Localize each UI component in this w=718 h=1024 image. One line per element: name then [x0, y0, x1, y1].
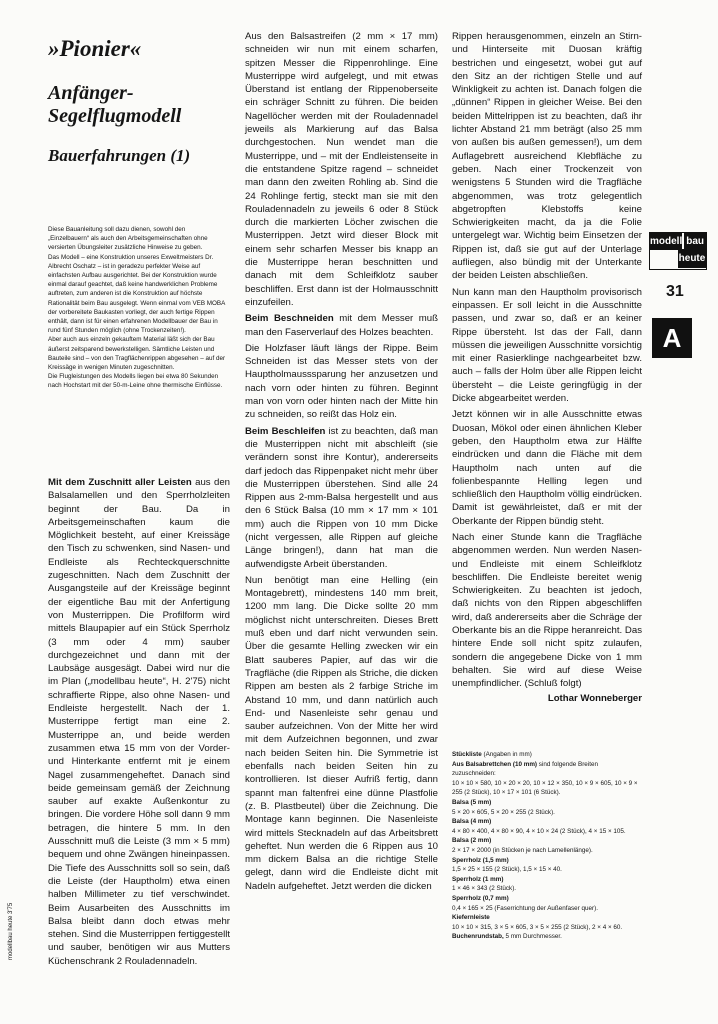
- lead-in: Mit dem Zuschnitt aller Leisten: [48, 477, 192, 488]
- text-column-3: [452, 30, 642, 705]
- parts-category: Sperrholz (1,5 mm): [452, 856, 509, 864]
- parts-list-title: Stückliste: [452, 751, 482, 758]
- text-column-1: [48, 476, 230, 968]
- intro-paragraph: Die Flugleistungen des Modells liegen bei etwa 80 Sekunden nach Hochstart mit der 50-m-Leine ohne thermische Einflüsse.: [48, 373, 223, 390]
- body-paragraph: [245, 425, 438, 571]
- body-paragraph: Nun kann man den Hauptholm provisorisch einpassen. Er soll leicht in die Ausschnitte passen, und zwar so, daß er an keiner Rippe übersteht. Ist das der Fall, dann müssen die jeweiligen Ausschnitte vorsichtig mit einer Rasierklinge nachgearbeitet bzw. auch – falls der Holm über alle Rippen leicht übersteht – die Leiste geringfügig in der Dicke abgearbeitet werden.: [452, 286, 642, 405]
- lead-in: Beim Beschneiden: [245, 313, 334, 325]
- body-paragraph: Nach einer Stunde kann die Tragfläche abgenommen werden. Nun werden Nasen- und Endleiste mit einem Schleifklotz beschliffen. Die Endleiste bereitet wenig Schwierigkeiten. Zu beachten ist jedoch, daß nichts von den Rippen abgeschliffen wird, daß andererseits aber die Schräge der Oberkante bis an die Rippe heranreicht. Das hintere Ende soll nicht spitz zulaufen, sondern die angegebene Dicke von 1 mm behalten. Sie wird auf diese Weise unempfindlicher. (Schluß folgt): [452, 531, 642, 690]
- body-paragraph: Nun benötigt man eine Helling (ein Montagebrett), mindestens 140 mm breit, 1200 mm lang. Die Dicke sollte 20 mm möglichst nicht unterschreiten. Dieses Brett muß eben und darf nicht verwunden sein. Über die gesamte Helling zwecken wir ein Blatt sauberes Papier, auf das wir die Tragfläche (die Rippen als Striche, die dicken Rippen am besten als 2 farbige Striche im Abstand 10 mm, und dann natürlich auch End- und Nasenleiste sehr genau und sauber aufzeichnen. Von der Mitte her wird mit dem Aufzeichnen begonnen, und zwar nach beiden Seiten hin. Die Symmetrie ist ebenfalls nach beiden Seiten hin zu kontrollieren. Ist dieser Aufriß fertig, dann spannt man faltenfrei eine dünne Plastfolie (z. B. Plastbeutel) über die Zeichnung. Die Montage kann beginnen. Die Nasenleiste wird mittels Stecknadeln auf das Arbeitsbrett geheftet. Nun werden die 6 Rippen aus 10 mm dickem Balsa an die richtige Stelle gelegt, dann wird die Endleiste dicht mit Nadeln aufgeheftet. Jetzt werden die dicken: [245, 574, 438, 892]
- parts-entry: 5 × 20 × 605, 5 × 20 × 255 (2 Stück).: [452, 808, 555, 816]
- parts-text: 5 mm Durchmesser.: [503, 933, 562, 941]
- parts-category: Sperrholz (1 mm): [452, 875, 504, 883]
- parts-category: Balsa (4 mm): [452, 818, 492, 826]
- paragraph-text: aus den Balsalamellen und den Sperrholzleiten beginnt der Bau. Da in Arbeitsgemeinschaften kaum die Möglichkeit besteht, auf einer Kreissäge den Tisch zu schwenken, sind Nasen- und Endleiste als Rechteckquerschnitte zugeschnitten. Nach dem Zuschnitt der Ausgangsteile auf der Kreissäge beginnt der eigentliche Bau mit der Anfertigung von Musterrippen. Die Profilform wird mittels Blaupapier auf ein Stück Sperrholz (3 mm oder 4 mm) sauber durchgezeichnet und dann mit der Laubsäge ausgesägt. Dabei wird nur die im Plan („modellbau heute“, H. 2'75) nicht schraffierte Rippe, also ohne Nasen- und Endleiste hergestellt. Nach der 1. Musterrippe fertigt man eine 2. Musterrippe an, und beide werden zusammen etwa 15 mm von der Vorder- und Hinterkante entfernt mit je einem Nagel zusammengeheftet. Danach sind beide gemeinsam gemäß der Zeichnung sauber auf exakte Außenkontur zu bringen. Die vordere Höhe soll dann 9 mm betragen, die hintere 5 mm. In den Ausschnitt muß die Leiste (3 mm × 5 mm) bequem und ohne Zwängen hineinpassen. Die Tiefe des Ausschnitts soll so sein, daß die Leiste (der Hauptholm) etwa einen halben Millimeter zu tief verschwindet. Beim Ausarbeiten des Ausschnitts im Balsa bleibt dann doch etwas mehr stehen. Sind die Musterrippen fertiggestellt und sauber, benötigen wir aus Mutters Küchenschrank 2 Rouladennadeln.: [48, 477, 230, 967]
- intro-paragraph: Aber auch aus einzeln gekauftem Material läßt sich der Bau äußerst zeitsparend bewerkstelligen. Sämtliche Leisten und Bauteile sind – von den Tragflächenrippen abgesehen – auf der Kreissäge in wenigen Minuten zugeschnitten.: [48, 336, 226, 372]
- parts-category: Balsa (2 mm): [452, 837, 492, 845]
- vertical-footer-text: modellbau heute 3'75: [8, 902, 14, 960]
- parts-entry: 10 × 10 × 315, 3 × 5 × 605, 3 × 5 × 255 (2 Stück), 2 × 4 × 60.: [452, 923, 623, 931]
- author-name: Lothar Wonneberger: [547, 692, 642, 704]
- logo-word-bau: bau: [682, 233, 706, 249]
- parts-category: Kiefernleiste: [452, 914, 490, 922]
- body-paragraph: [48, 476, 230, 968]
- paragraph-text: mit dem Messer muß man den Faserverlauf des Holzes beachten.: [245, 313, 438, 338]
- parts-category: Sperrholz (0,7 mm): [452, 894, 509, 902]
- parts-entry: 2 × 17 × 2000 (in Stücken je nach Lamellenlänge).: [452, 846, 593, 854]
- series-heading: Bauerfahrungen (1): [48, 146, 191, 165]
- body-paragraph: Aus den Balsastreifen (2 mm × 17 mm) schneiden wir nun mit einem scharfen, spitzen Messer die Rippenrohlinge. Eine Musterrippe wird aufgelegt, und mit etwas Überstand ist entlang der Rippenoberseite ein schräger Schnitt zu führen. Die beiden Nagellöcher werden mit der Rouladennadel jeweils als Markierung auf das Balsa durchgestochen. Nun wendet man die Musterrippe, und – mit der Endleistenseite in die entstandene Spitze ragend – schneidet man dann den zweiten Rohling ab. Sind die 24 Rohlinge fertig, steckt man sie mit den Rouladennadeln zu jeweils 6 oder 8 Stück durch die markierten Löcher zwischen die Musterrippen. Jetzt wird dieser Block mit einem sehr scharfen Messer bis knapp an die Musterrippe heran beschnitten und danach mit dem Schleifklotz sauber beschliffen. Erst dann ist der Holmausschnitt einzufeilen.: [245, 31, 438, 308]
- parts-entry: 10 × 10 × 580, 10 × 20 × 20, 10 × 12 × 350, 10 × 9 × 605, 10 × 9 × 255 (2 Stück), 10 × 17 × 101 (6 Stück).: [452, 779, 638, 797]
- body-paragraph: Jetzt können wir in alle Ausschnitte etwas Duosan, Mökol oder einen ähnlichen Kleber geben, den Hauptholm etwa zur Hälfte eindrücken und dann die Fläche mit dem Hauptholm nach unten auf die folienbespannte Helling legen und schließlich den Hauptholm völlig eindrücken. Damit ist gewährleistet, daß er mit der Oberkante der Rippen bündig steht.: [452, 409, 642, 527]
- parts-entry-last: [452, 932, 642, 942]
- parts-entry: 0,4 × 165 × 25 (Faserrichtung der Außenfaser quer).: [452, 904, 598, 912]
- parts-category: Aus Balsabrettchen (10 mm): [452, 760, 538, 768]
- intro-block: [48, 225, 226, 391]
- section-badge: A: [652, 318, 692, 358]
- lead-in: Beim Beschleifen: [245, 425, 326, 437]
- body-paragraph: Rippen herausgenommen, einzeln an Stirn- und Hinterseite mit Duosan kräftig bestrichen und eingesetzt, wobei gut auf den Sitz an der richtigen Stelle und auf Winkligkeit zu achten ist. Danach folgen die „dünnen“ Rippen in gleicher Weise. Bei den beiden Mittelrippen ist zu beachten, daß ihr lichter Abstand 21 mm beträgt (also 25 mm von außen bis außen gemessen!), um dem Auflagebrett ausreichend Klebfläche zu geben. Nach einer Trockenzeit von wenigstens 5 Stunden wird die Tragfläche abgenommen, was trotz gelegentlich abgetropften Klebstoffs keine Schwierigkeiten macht, da ja die Folie untergelegt war. Wichtig beim Einsetzen der Rippen ist, daß sie gut auf der Unterlage aufliegen, also bündig mit der Unterkante der beiden Leisten abschließen.: [452, 31, 642, 282]
- paragraph-text: ist zu beachten, daß man die Musterrippen nicht mit abschleift (sie verändern sonst ihre Kontur), andererseits darf jedoch das Rippenpaket nicht mehr über die Musterrippen überstehen. Sind alle 24 Rippen aus 2-mm-Balsa hergestellt und aus den 6 Stück Balsa (10 mm × 17 mm × 101 mm) auch die Rippen von 10 mm Dicke (nicht vergessen, alle Rippen auf gleiche Länge bringen!), dann hat man die aufwendigste Arbeit überstanden.: [245, 425, 438, 570]
- logo-word-modell: modell: [650, 233, 682, 249]
- parts-text: sind folgende Breiten zuzuschneiden:: [452, 760, 598, 778]
- article-subtitle: [48, 82, 228, 128]
- page-number: 31: [666, 283, 684, 300]
- intro-paragraph: Das Modell – eine Konstruktion unseres Exweltmeisters Dr. Albrecht Oschatz – ist in geradezu perfekter Weise auf einfachsten Aufbau ausgerichtet. Bei der Konstruktion wurde einmal darauf geachtet, daß keine handwerklichen Probleme auftreten, zum anderen ist die Konstruktion auf höchste Rationalität beim Bau ausgelegt. Wenn einmal vom VEB MOBA der vorbereitete Baukasten vorliegt, der auch fertige Rippen enthält, dann ist für einen erfahrenen Modellbauer der Bau in rund fünf Stunden möglich (ohne Trockenzeiten!).: [48, 253, 225, 335]
- parts-list: [452, 750, 642, 942]
- body-paragraph: Die Holzfaser läuft längs der Rippe. Beim Schneiden ist das Messer stets von der Hauptholmausssparung her anzusetzen und nach vorn oder hinten zu führen. Beginnt man von vorn oder hinten nach der Mitte hin zu schneiden, so reißt das Holz ein.: [245, 342, 438, 421]
- body-paragraph: [245, 312, 438, 339]
- parts-category: Buchenrundstab,: [452, 933, 504, 941]
- parts-category: Balsa (5 mm): [452, 798, 492, 806]
- subtitle-line: Anfänger-: [48, 82, 134, 104]
- article-title: »Pionier«: [48, 36, 142, 61]
- parts-entry: 1,5 × 25 × 155 (2 Stück), 1,5 × 15 × 40.: [452, 866, 562, 874]
- magazine-logo: [649, 232, 707, 270]
- logo-word-heute: heute: [678, 250, 706, 268]
- vertical-footer: [8, 900, 28, 960]
- subtitle-line: Segelflugmodell: [48, 105, 182, 127]
- text-column-2: [245, 30, 438, 893]
- parts-list-heading: [452, 750, 642, 760]
- intro-paragraph: Diese Bauanleitung soll dazu dienen, sowohl den „Einzelbauern“ als auch den Arbeitsgemeinschaften ohne versierten Übungsleiter zusätzliche Hinweise zu geben.: [48, 226, 208, 252]
- parts-list-note: (Angaben in mm): [481, 751, 532, 758]
- parts-entry: 1 × 46 × 343 (2 Stück).: [452, 885, 517, 893]
- parts-list-intro: [452, 760, 642, 779]
- parts-entry: 4 × 80 × 400, 4 × 80 × 90, 4 × 10 × 24 (2 Stück), 4 × 15 × 105.: [452, 827, 626, 835]
